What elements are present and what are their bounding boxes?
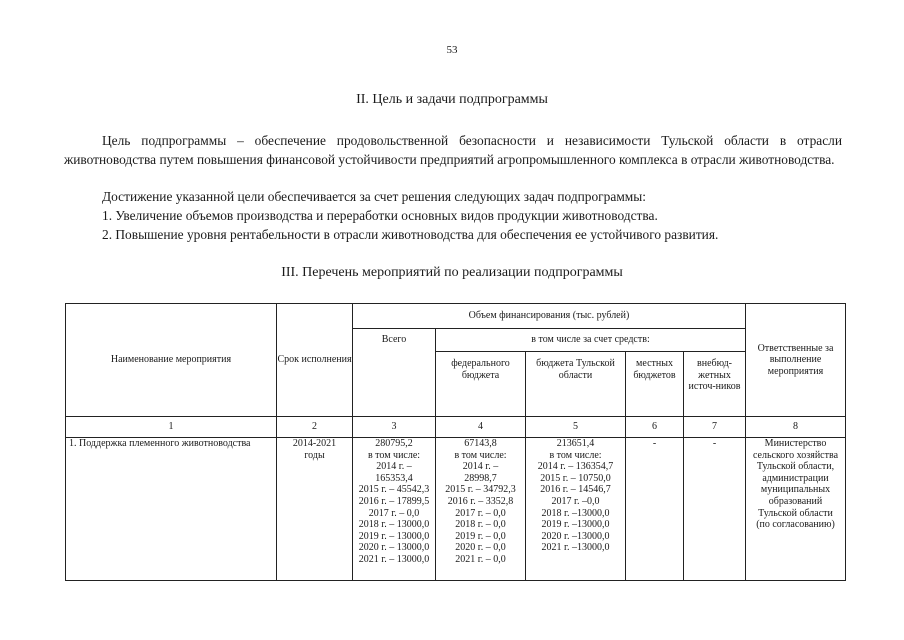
cell-line: Тульской области, xyxy=(756,461,835,473)
column-number: 6 xyxy=(626,417,684,438)
financing-regional xyxy=(526,438,626,581)
cell-line: 2018 г. –13000,0 xyxy=(541,507,610,519)
header-financing: Объем финансирования (тыс. рублей) xyxy=(353,304,746,329)
cell-line: 2020 г. –13000,0 xyxy=(541,530,610,542)
cell-line: 2014 г. – 136354,7 xyxy=(537,461,614,473)
activities-table xyxy=(65,303,846,581)
cell-line: 2016 г. – 3352,8 xyxy=(447,495,514,507)
section-title-goals: II. Цель и задачи подпрограммы xyxy=(356,92,548,107)
header-local: местных бюджетов xyxy=(626,352,684,417)
cell-line: администрации xyxy=(762,472,829,484)
cell-line: 2014 г. – xyxy=(462,461,499,473)
achievement-paragraph: Достижение указанной цели обеспечивается за счет решения следующих задач подпрограммы: xyxy=(102,189,646,204)
header-federal: федерального бюджета xyxy=(436,352,526,417)
column-number: 4 xyxy=(436,417,526,438)
cell-line: 2014 г. – xyxy=(376,461,412,473)
cell-line: годы xyxy=(304,449,325,461)
cell-line: 2015 г. – 34792,3 xyxy=(445,484,516,496)
column-number: 1 xyxy=(66,417,277,438)
column-number-row xyxy=(66,417,846,438)
header-term: Срок исполнения xyxy=(277,304,353,417)
financing-federal xyxy=(436,438,526,581)
cell-line: 2014-2021 xyxy=(292,438,337,449)
cell-line: 2020 г. – 13000,0 xyxy=(358,542,430,554)
cell-line: 2016 г. – 17899,5 xyxy=(358,495,430,507)
header-responsible: Ответственные за выполнение мероприятия xyxy=(746,304,846,417)
cell-line: 2017 г. – 0,0 xyxy=(455,507,506,519)
cell-line: муниципальных xyxy=(760,484,831,496)
cell-line: 2018 г. – 13000,0 xyxy=(358,519,430,531)
header-total: Всего xyxy=(353,329,436,417)
cell-line: 2020 г. – 0,0 xyxy=(455,542,506,554)
cell-line: 2021 г. – 13000,0 xyxy=(358,553,430,565)
cell-line: 2021 г. –13000,0 xyxy=(541,542,610,554)
cell-line: 2019 г. – 0,0 xyxy=(455,530,506,542)
cell-line: 2017 г. – 0,0 xyxy=(368,507,420,519)
responsible-parties xyxy=(746,438,846,581)
column-number: 8 xyxy=(746,417,846,438)
task-item: 2. Повышение уровня рентабельности в отрасли животноводства для обеспечения ее устойчивого развития. xyxy=(102,227,719,242)
header-regional: бюджета Тульской области xyxy=(526,352,626,417)
tasks-block xyxy=(64,187,842,244)
cell-line: сельского хозяйства xyxy=(752,449,839,461)
financing-offbudget: - xyxy=(684,438,746,581)
cell-line: образований xyxy=(768,495,823,507)
cell-line: 2019 г. –13000,0 xyxy=(541,519,610,531)
page-number: 53 xyxy=(446,44,458,56)
cell-line: 280795,2 xyxy=(375,438,413,449)
column-number: 7 xyxy=(684,417,746,438)
financing-local: - xyxy=(626,438,684,581)
header-including: в том числе за счет средств: xyxy=(436,329,746,352)
cell-line: 165353,4 xyxy=(375,472,413,484)
column-number: 5 xyxy=(526,417,626,438)
cell-line: 2015 г. – 10750,0 xyxy=(540,472,611,484)
column-number: 3 xyxy=(353,417,436,438)
financing-total xyxy=(353,438,436,581)
cell-line: в том числе: xyxy=(367,449,421,461)
cell-line: 2018 г. – 0,0 xyxy=(455,519,506,531)
cell-line: в том числе: xyxy=(454,449,507,461)
cell-line: Министерство xyxy=(764,438,827,449)
cell-line: 2016 г. – 14546,7 xyxy=(540,484,611,496)
cell-line: 2015 г. – 45542,3 xyxy=(358,484,430,496)
header-name: Наименование мероприятия xyxy=(66,304,277,417)
cell-line: 2021 г. – 0,0 xyxy=(455,553,506,565)
header-offbudget: внебюд-жетных источ-ников xyxy=(684,352,746,417)
cell-line: 67143,8 xyxy=(464,438,497,449)
cell-line: Тульской области xyxy=(758,507,833,519)
table-row xyxy=(66,438,846,581)
cell-line: 28998,7 xyxy=(464,472,497,484)
task-item: 1. Увеличение объемов производства и переработки основных видов продукции животноводства. xyxy=(102,208,658,223)
section-title-activities: III. Перечень мероприятий по реализации подпрограммы xyxy=(281,265,623,280)
activity-term xyxy=(277,438,353,581)
cell-line: в том числе: xyxy=(549,449,602,461)
cell-line: (по согласованию) xyxy=(756,519,835,531)
goal-paragraph: Цель подпрограммы – обеспечение продовольственной безопасности и независимости Тульской области в отрасли животноводства путем повышения финансовой устойчивости предприятий агропромышленного комплекса в отрасли животноводства. xyxy=(64,133,842,167)
activity-name: 1. Поддержка племенного животноводства xyxy=(66,438,277,581)
cell-line: 2019 г. – 13000,0 xyxy=(358,530,430,542)
column-number: 2 xyxy=(277,417,353,438)
cell-line: 2017 г. –0,0 xyxy=(551,495,600,507)
cell-line: 213651,4 xyxy=(556,438,595,449)
